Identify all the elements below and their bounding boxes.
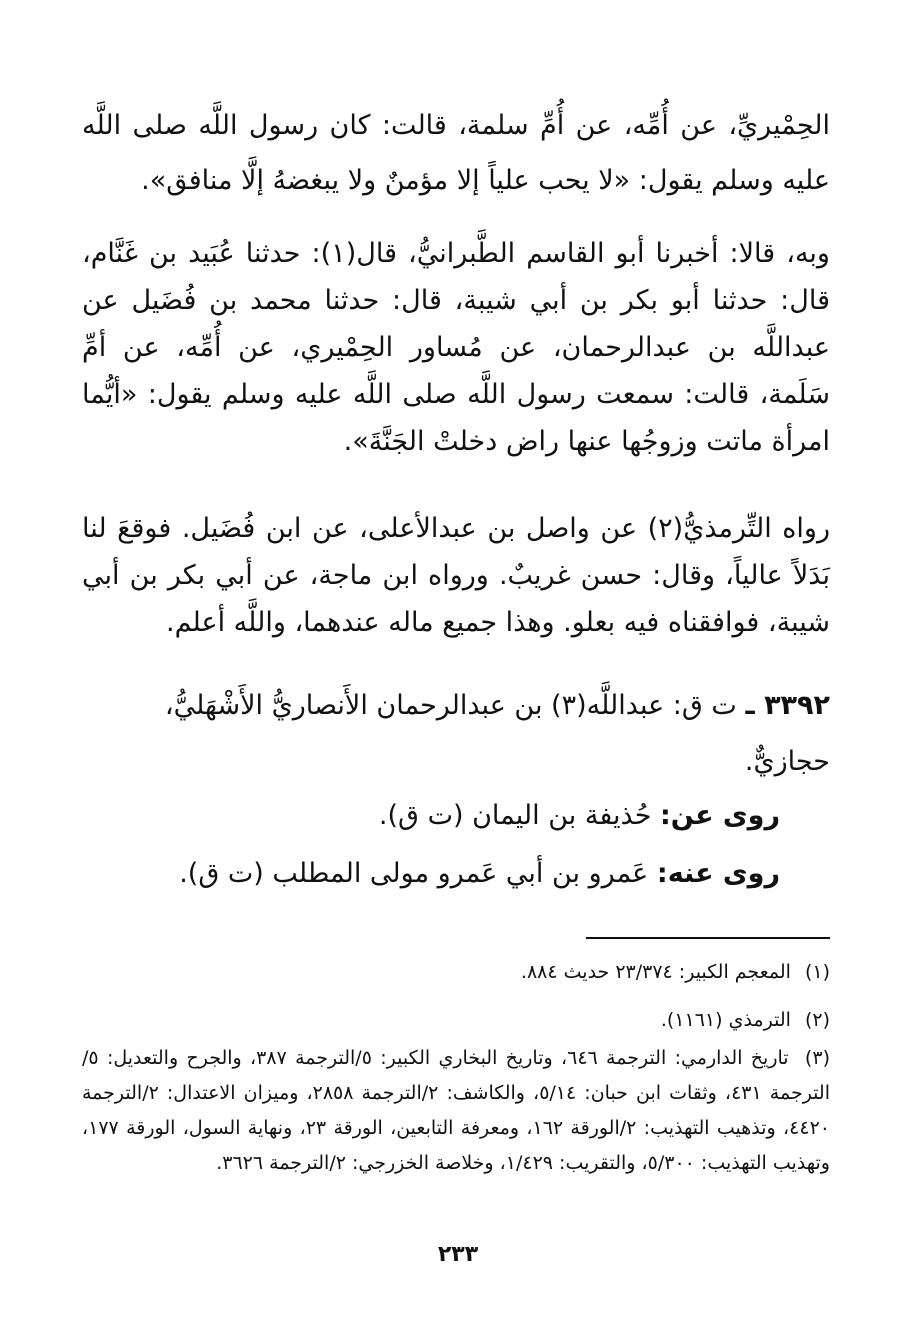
narrated-by-text: عَمرو بن أبي عَمرو مولى المطلب (ت ق). bbox=[179, 858, 649, 889]
footnote-1-text: المعجم الكبير: ٢٣/٣٧٤ حديث ٨٨٤. bbox=[520, 961, 791, 983]
paragraph-tirmidhi-note: رواه التِّرمذيُّ(٢) عن واصل بن عبدالأعلى، عن ابن فُضَيل. فوقعَ لنا بَدَلاً عالياً، وقال: حسن غريبٌ. ورواه ابن ماجة، عن أبي بكر بن أبي شيبة، فوافقناه فيه بعلو. وهذا جميع ماله عندهما، واللَّه أعلم. bbox=[82, 513, 830, 638]
page-number: ٢٣٣ bbox=[437, 1242, 479, 1267]
narrated-by-label: روى عنه: bbox=[656, 858, 780, 889]
footnote-divider bbox=[586, 937, 830, 939]
paragraph-hadith-umm-salama: وبه، قالا: أخبرنا أبو القاسم الطَّبرانيُّ، قال(١): حدثنا عُبَيد بن غَنَّام، قال: حدثنا أبو بكر بن أبي شيبة، قال: حدثنا محمد بن فُضَيل عن عبداللَّه بن عبدالرحمان، عن مُساور الحِمْيري، عن أُمِّه، عن أمِّ سَلَمة، قالت: سمعت رسول اللَّه صلى اللَّه عليه وسلم يقول: «أيُّما امرأة ماتت وزوجُها عنها راض دخلتْ الجَنَّةَ». bbox=[82, 238, 830, 457]
narrated-by-line bbox=[82, 852, 780, 896]
entry-number: ٣٣٩٢ ـ bbox=[745, 690, 830, 721]
biography-entry-heading bbox=[82, 678, 830, 790]
footnote-1-mark: (١) bbox=[804, 961, 830, 983]
narrated-from-text: حُذيفة بن اليمان (ت ق). bbox=[378, 800, 652, 831]
narrated-from-label: روى عن: bbox=[659, 800, 780, 831]
narrated-from-line bbox=[82, 794, 780, 838]
footnote-1 bbox=[82, 957, 830, 987]
footnote-3 bbox=[82, 1041, 830, 1181]
paragraph-hadith-ali: الحِمْيريِّ، عن أُمِّه، عن أُمِّ سلمة، قالت: كان رسول اللَّه صلى اللَّه عليه وسلم يقول: «لا يحب علياً إلا مؤمنٌ ولا يبغضهُ إلَّا منافق». bbox=[82, 110, 830, 196]
footnote-2 bbox=[82, 1005, 830, 1035]
footnote-3-mark: (٣) bbox=[804, 1047, 830, 1069]
footnote-3-text: تاريخ الدارمي: الترجمة ٦٤٦، وتاريخ البخاري الكبير: ٥/الترجمة ٣٨٧، والجرح والتعديل: ٥/الترجمة ٤٣١، وثقات ابن حبان: ٥/١٤، والكاشف: ٢/الترجمة ٢٨٥٨، وميزان الاعتدال: ٢/الترجمة ٤٤٢٠، وتذهيب التهذيب: ٢/الورقة ١٦٢، ومعرفة التابعين، الورقة ٢٣، ونهاية السول، الورقة ١٧٧، وتهذيب التهذيب: ٥/٣٠٠، والتقريب: ١/٤٢٩، وخلاصة الخزرجي: ٢/الترجمة ٣٦٢٦. bbox=[82, 1047, 830, 1174]
footnote-2-mark: (٢) bbox=[804, 1009, 830, 1031]
entry-text: ت ق: عبداللَّه(٣) بن عبدالرحمان الأَنصاريُّ الأَشْهَليُّ، حجازيٌّ. bbox=[164, 690, 830, 777]
footnote-2-text: الترمذي (١١٦١). bbox=[660, 1009, 791, 1031]
